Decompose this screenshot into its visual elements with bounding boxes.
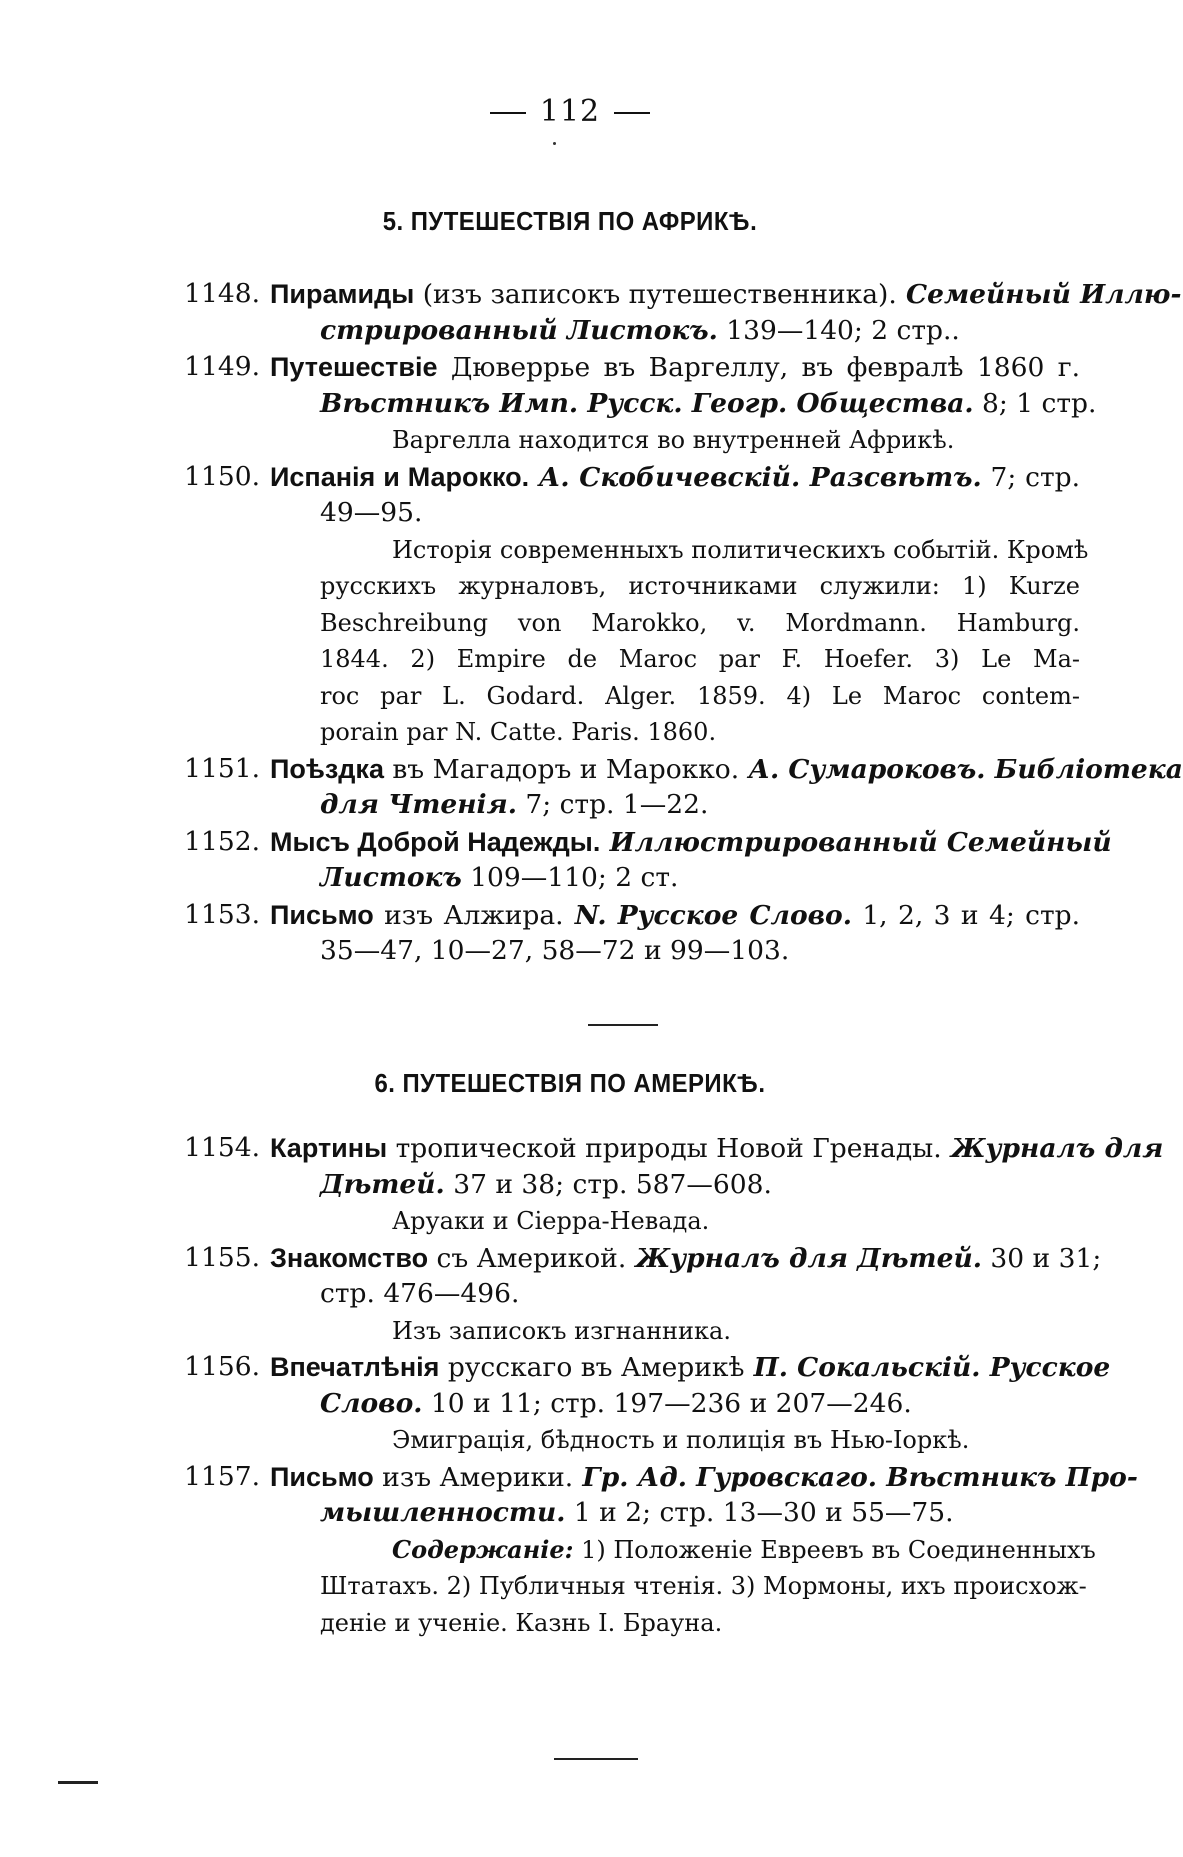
end-divider bbox=[554, 1758, 638, 1760]
entry-note-line: porain par N. Catte. Paris. 1860. bbox=[320, 718, 717, 746]
entry-source: мышленности. bbox=[320, 1497, 566, 1528]
entry-1148 bbox=[180, 276, 1182, 349]
entry-text: изъ Америки. bbox=[373, 1461, 574, 1493]
entry-1153 bbox=[180, 897, 1080, 970]
entry-text: съ Америкой. bbox=[428, 1242, 627, 1274]
entry-source: для Чтенія. bbox=[320, 789, 517, 820]
entry-text: русскаго въ Америкѣ bbox=[439, 1352, 745, 1383]
section-divider bbox=[588, 1024, 658, 1026]
entry-text: тропической природы Новой Гренады. bbox=[387, 1133, 942, 1164]
entry-number: 1148. bbox=[184, 278, 260, 309]
entry-note: Изъ записокъ изгнанника. bbox=[392, 1316, 731, 1345]
entry-number: 1149. bbox=[184, 351, 260, 382]
entry-1152 bbox=[180, 824, 1112, 897]
entry-pages: 109—110; 2 ст. bbox=[461, 862, 679, 893]
entry-source: Журналъ для bbox=[941, 1133, 1164, 1164]
entry-pages: 139—140; 2 стр.. bbox=[717, 314, 960, 346]
entry-1151 bbox=[180, 751, 1183, 824]
entry-source: Гр. Ад. Гуровскаго. Вѣстникъ Про- bbox=[573, 1461, 1138, 1493]
entry-note-line: Beschreibung von Marokko, v. Mordmann. Hamburg. bbox=[320, 608, 1080, 637]
entry-1157 bbox=[180, 1459, 1138, 1642]
entry-text: въ Магадоръ и Марокко. bbox=[383, 753, 740, 785]
entry-pages: 30 и 31; bbox=[981, 1242, 1102, 1274]
entry-note-line: русскихъ журналовъ, источниками служили: 1) Kurze bbox=[320, 572, 1080, 600]
entry-pages: 7; стр. 1—22. bbox=[516, 789, 709, 820]
entry-1150 bbox=[180, 459, 1089, 751]
section-heading-africa: 5. ПУТЕШЕСТВІЯ ПО АФРИКѢ. bbox=[382, 206, 758, 236]
entry-text: (изъ записокъ путешественника). bbox=[414, 279, 897, 310]
entry-source: стрированный Листокъ. bbox=[320, 314, 718, 346]
entry-title: Знакомство bbox=[270, 1242, 429, 1273]
page-number-dash-right bbox=[614, 112, 650, 114]
entry-note-line: Штатахъ. 2) Публичныя чтенія. 3) Мормоны, ихъ происхож- bbox=[320, 1572, 1087, 1600]
entry-number: 1154. bbox=[184, 1132, 260, 1163]
entry-source: Журналъ для Дѣтей. bbox=[626, 1242, 982, 1274]
entry-pages: 1, 2, 3 и 4; стр. bbox=[851, 899, 1081, 931]
entry-pages: 37 и 38; стр. 587—608. bbox=[444, 1168, 772, 1200]
entry-text: Дюверрье въ Варгеллу, въ февралѣ 1860 г. bbox=[437, 352, 1080, 383]
entry-title: Путешествіе bbox=[270, 352, 438, 382]
margin-mark bbox=[58, 1781, 98, 1784]
entry-number: 1153. bbox=[184, 898, 260, 930]
entry-source: N. Русское Слово. bbox=[563, 899, 852, 931]
entry-note-label: Содержаніе: bbox=[392, 1534, 574, 1564]
entry-note: 1) Положеніе Евреевъ въ Соединенныхъ bbox=[573, 1535, 1096, 1564]
entry-pages: 8; 1 стр. bbox=[973, 387, 1097, 419]
entry-source: Слово. bbox=[320, 1387, 423, 1419]
entry-note: Варгелла находится во внутренней Африкѣ. bbox=[392, 426, 955, 454]
entry-note-line: деніе и ученіе. Казнь I. Брауна. bbox=[320, 1608, 723, 1637]
entry-source: Иллюстрированный Семейный bbox=[600, 826, 1112, 858]
entry-note: Аруаки и Сіерра-Невада. bbox=[392, 1207, 710, 1235]
print-speck bbox=[553, 142, 556, 145]
entry-1156 bbox=[180, 1349, 1111, 1459]
entry-title: Пирамиды bbox=[270, 279, 415, 309]
entry-pages: стр. 476—496. bbox=[320, 1278, 520, 1309]
entry-source: Дѣтей. bbox=[320, 1168, 445, 1200]
entry-1154 bbox=[180, 1130, 1164, 1240]
section-america-entries bbox=[180, 1130, 1164, 1641]
page-number: 112 bbox=[0, 94, 1140, 129]
entry-title: Письмо bbox=[270, 1461, 374, 1492]
entry-pages: 10 и 11; стр. 197—236 и 207—246. bbox=[422, 1387, 912, 1419]
entry-pages: 35—47, 10—27, 58—72 и 99—103. bbox=[320, 935, 790, 966]
entry-text: изъ Алжира. bbox=[373, 899, 564, 931]
entry-pages: 7; стр. bbox=[981, 461, 1080, 493]
entry-pages: 1 и 2; стр. 13—30 и 55—75. bbox=[565, 1497, 954, 1528]
section-africa-entries bbox=[180, 276, 1183, 970]
entry-note-line: 1844. 2) Empire de Maroc par F. Hoefer. 3) Le Ma- bbox=[320, 645, 1080, 673]
entry-number: 1151. bbox=[184, 752, 260, 784]
entry-source: Вѣстникъ Имп. Русск. Геогр. Общества. bbox=[320, 387, 974, 419]
entry-source: А. Сумароковъ. Библіотека bbox=[739, 753, 1183, 785]
entry-number: 1155. bbox=[184, 1241, 260, 1273]
entry-1149 bbox=[180, 349, 1097, 459]
entry-title: Поѣздка bbox=[270, 753, 384, 784]
entry-note-line: roc par L. Godard. Alger. 1859. 4) Le Maroc contem- bbox=[320, 681, 1080, 710]
entry-title: Впечатлѣнія bbox=[270, 1352, 440, 1382]
entry-1155 bbox=[180, 1240, 1102, 1350]
entry-title: Мысъ Доброй Надежды. bbox=[270, 826, 601, 857]
entry-note: Эмиграція, бѣдность и полиція въ Нью-Іоркѣ. bbox=[392, 1426, 970, 1454]
entry-title: Письмо bbox=[270, 899, 374, 930]
entry-number: 1152. bbox=[184, 825, 260, 857]
page-number-dash-left bbox=[490, 112, 526, 114]
section-heading-america: 6. ПУТЕШЕСТВІЯ ПО АМЕРИКѢ. bbox=[374, 1068, 766, 1098]
entry-number: 1150. bbox=[184, 460, 260, 492]
entry-title: Картины bbox=[270, 1133, 388, 1163]
entry-source: Семейный Иллю- bbox=[896, 279, 1182, 310]
entry-number: 1157. bbox=[184, 1460, 260, 1492]
entry-number: 1156. bbox=[184, 1351, 260, 1382]
entry-source: Листокъ bbox=[320, 862, 462, 893]
entry-pages: 49—95. bbox=[320, 497, 423, 528]
entry-title: Испанія и Марокко. bbox=[270, 461, 530, 492]
entry-source: П. Сокальскій. Русское bbox=[744, 1352, 1111, 1383]
entry-note: Исторія современныхъ политическихъ событій. Кромѣ bbox=[392, 535, 1089, 564]
entry-source: А. Скобичевскій. Разсвѣтъ. bbox=[529, 461, 982, 493]
